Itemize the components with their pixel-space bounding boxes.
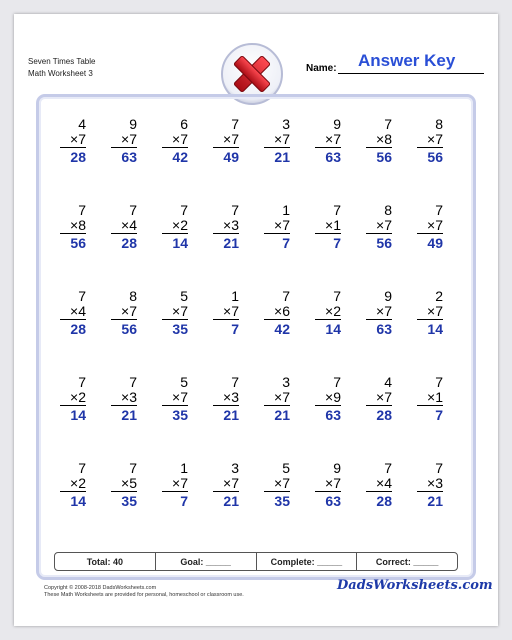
- problem-rule: [366, 405, 392, 406]
- problem-answer: 14: [325, 321, 341, 337]
- problem-top-number: 9: [333, 116, 341, 132]
- problem-rule: [366, 147, 392, 148]
- problem-top-number: 6: [180, 116, 188, 132]
- problem-rule: [162, 233, 188, 234]
- problem-rule: [417, 319, 443, 320]
- copyright-line-2: These Math Worksheets are provided for personal, homeschool or classroom use.: [44, 592, 244, 598]
- problem-rule: [60, 147, 86, 148]
- title-line-2: Math Worksheet 3: [28, 69, 93, 78]
- problem-answer: 21: [274, 149, 290, 165]
- problem-answer: 28: [376, 493, 392, 509]
- problem-rule: [213, 491, 239, 492]
- problem-top-number: 7: [129, 202, 137, 218]
- problem-multiplier: ×7: [172, 303, 188, 319]
- problem-answer: 56: [376, 149, 392, 165]
- score-bar: [54, 552, 458, 571]
- problem-rule: [366, 233, 392, 234]
- problem-multiplier: ×2: [70, 389, 86, 405]
- problem-top-number: 7: [384, 460, 392, 476]
- problem-top-number: 5: [282, 460, 290, 476]
- problem-top-number: 7: [333, 374, 341, 390]
- problem-rule: [111, 233, 137, 234]
- name-underline: [338, 73, 484, 74]
- problem-multiplier: ×2: [70, 475, 86, 491]
- problem-multiplier: ×6: [274, 303, 290, 319]
- problem: [47, 284, 98, 370]
- problem-top-number: 8: [129, 288, 137, 304]
- problem-multiplier: ×4: [376, 475, 392, 491]
- problem-multiplier: ×7: [427, 131, 443, 147]
- problem-multiplier: ×9: [325, 389, 341, 405]
- problem: [149, 198, 200, 284]
- problem: [200, 370, 251, 456]
- problem: [98, 112, 149, 198]
- problem-rule: [315, 147, 341, 148]
- problem: [98, 370, 149, 456]
- problem-rule: [417, 233, 443, 234]
- problem: [98, 284, 149, 370]
- problem-rule: [60, 491, 86, 492]
- problem-rule: [60, 233, 86, 234]
- problem-answer: 14: [427, 321, 443, 337]
- problem-multiplier: ×7: [172, 131, 188, 147]
- problem-multiplier: ×3: [223, 389, 239, 405]
- problem-answer: 28: [70, 149, 86, 165]
- problem-answer: 63: [121, 149, 137, 165]
- problem-rule: [264, 233, 290, 234]
- problem-multiplier: ×7: [427, 303, 443, 319]
- problem: [251, 112, 302, 198]
- problem-top-number: 7: [282, 288, 290, 304]
- problem-rule: [60, 405, 86, 406]
- problem-rule: [162, 319, 188, 320]
- copyright-line-1: Copyright © 2008-2018 DadsWorksheets.com: [44, 585, 157, 591]
- problem-top-number: 3: [282, 374, 290, 390]
- problem-rule: [111, 319, 137, 320]
- problem-multiplier: ×7: [274, 131, 290, 147]
- problem-top-number: 7: [333, 202, 341, 218]
- problem-top-number: 1: [180, 460, 188, 476]
- problem-rule: [111, 491, 137, 492]
- problem-answer: 49: [223, 149, 239, 165]
- problem-answer: 21: [274, 407, 290, 423]
- problem-answer: 63: [325, 149, 341, 165]
- problem-multiplier: ×7: [172, 389, 188, 405]
- problem-grid: [47, 112, 455, 542]
- problem-multiplier: ×2: [172, 217, 188, 233]
- problem-rule: [417, 405, 443, 406]
- problem-answer: 21: [427, 493, 443, 509]
- problem-rule: [111, 147, 137, 148]
- complete-cell: Complete: _____: [257, 553, 358, 570]
- problem-answer: 35: [172, 321, 188, 337]
- problem-answer: 28: [121, 235, 137, 251]
- problem-rule: [315, 233, 341, 234]
- problem-top-number: 7: [78, 288, 86, 304]
- problem-top-number: 7: [129, 374, 137, 390]
- answer-key-label: Answer Key: [358, 51, 456, 70]
- problem: [47, 198, 98, 284]
- problem-top-number: 7: [435, 202, 443, 218]
- problem-top-number: 9: [129, 116, 137, 132]
- correct-cell: Correct: _____: [375, 556, 439, 567]
- problem-answer: 14: [70, 407, 86, 423]
- problem-multiplier: ×3: [121, 389, 137, 405]
- problem-rule: [264, 405, 290, 406]
- problem-top-number: 7: [231, 116, 239, 132]
- problem-rule: [162, 147, 188, 148]
- problem-rule: [60, 319, 86, 320]
- title-line-1: Seven Times Table: [28, 57, 96, 66]
- problem-top-number: 1: [282, 202, 290, 218]
- problem-rule: [213, 319, 239, 320]
- problem-answer: 21: [223, 235, 239, 251]
- problem-answer: 56: [376, 235, 392, 251]
- problem-top-number: 7: [78, 460, 86, 476]
- problem-answer: 21: [121, 407, 137, 423]
- problem-top-number: 5: [180, 288, 188, 304]
- problem: [200, 112, 251, 198]
- problem: [98, 456, 149, 542]
- problem-top-number: 7: [435, 460, 443, 476]
- problem-rule: [315, 405, 341, 406]
- problem-multiplier: ×2: [325, 303, 341, 319]
- problem-multiplier: ×7: [274, 475, 290, 491]
- problem: [98, 198, 149, 284]
- problem-rule: [315, 319, 341, 320]
- problem-multiplier: ×1: [325, 217, 341, 233]
- problem-multiplier: ×7: [274, 389, 290, 405]
- problem-multiplier: ×8: [376, 131, 392, 147]
- problem-rule: [315, 491, 341, 492]
- problem: [353, 456, 404, 542]
- problem: [251, 456, 302, 542]
- problem-rule: [213, 233, 239, 234]
- problem-multiplier: ×7: [325, 131, 341, 147]
- name-field: [306, 51, 486, 76]
- problem-multiplier: ×7: [274, 217, 290, 233]
- problem-answer: 7: [435, 407, 443, 423]
- problem-answer: 49: [427, 235, 443, 251]
- worksheet-title: [28, 56, 95, 80]
- problem-answer: 21: [223, 493, 239, 509]
- problem-answer: 63: [325, 493, 341, 509]
- problem-answer: 63: [376, 321, 392, 337]
- problem-answer: 21: [223, 407, 239, 423]
- problem: [404, 112, 455, 198]
- problem-answer: 35: [172, 407, 188, 423]
- problem: [404, 284, 455, 370]
- problem-multiplier: ×7: [376, 303, 392, 319]
- problem-multiplier: ×5: [121, 475, 137, 491]
- problem-top-number: 3: [231, 460, 239, 476]
- problem-rule: [264, 147, 290, 148]
- problem-answer: 28: [376, 407, 392, 423]
- problem-rule: [213, 147, 239, 148]
- goal-cell: Goal: _____: [156, 553, 257, 570]
- problem: [404, 198, 455, 284]
- problem-top-number: 7: [333, 288, 341, 304]
- problem-answer: 35: [121, 493, 137, 509]
- problem-top-number: 4: [78, 116, 86, 132]
- problem: [47, 112, 98, 198]
- problem-answer: 56: [427, 149, 443, 165]
- problem-multiplier: ×1: [427, 389, 443, 405]
- problem-rule: [417, 147, 443, 148]
- problem-top-number: 7: [384, 116, 392, 132]
- brand-text: DadsWorksheets.com: [337, 578, 493, 593]
- problem: [251, 284, 302, 370]
- problem: [302, 198, 353, 284]
- problem-rule: [213, 405, 239, 406]
- problem: [149, 284, 200, 370]
- problem-multiplier: ×4: [70, 303, 86, 319]
- problem: [302, 370, 353, 456]
- problem-multiplier: ×7: [172, 475, 188, 491]
- problem: [302, 284, 353, 370]
- problem-rule: [162, 405, 188, 406]
- problem: [353, 284, 404, 370]
- problem: [200, 198, 251, 284]
- problem-answer: 56: [70, 235, 86, 251]
- problem-answer: 56: [121, 321, 137, 337]
- problem-multiplier: ×7: [121, 303, 137, 319]
- problem-rule: [366, 319, 392, 320]
- problem: [47, 370, 98, 456]
- problem-multiplier: ×7: [121, 131, 137, 147]
- name-label: Name:: [306, 63, 337, 74]
- problem-multiplier: ×8: [70, 217, 86, 233]
- problem: [149, 112, 200, 198]
- problem-answer: 42: [172, 149, 188, 165]
- problem-multiplier: ×3: [223, 217, 239, 233]
- problem-multiplier: ×7: [223, 475, 239, 491]
- problem-multiplier: ×4: [121, 217, 137, 233]
- problem-multiplier: ×3: [427, 475, 443, 491]
- problem-top-number: 8: [384, 202, 392, 218]
- problem: [353, 198, 404, 284]
- problem-answer: 14: [172, 235, 188, 251]
- problem-multiplier: ×7: [223, 303, 239, 319]
- problem: [251, 370, 302, 456]
- problem-top-number: 7: [435, 374, 443, 390]
- problem-top-number: 7: [231, 202, 239, 218]
- problem: [149, 456, 200, 542]
- problem-multiplier: ×7: [223, 131, 239, 147]
- copyright-notice: [44, 585, 244, 599]
- problem-top-number: 4: [384, 374, 392, 390]
- problem-top-number: 3: [282, 116, 290, 132]
- problem-top-number: 1: [231, 288, 239, 304]
- problem-top-number: 7: [180, 202, 188, 218]
- problem-answer: 42: [274, 321, 290, 337]
- problem-answer: 35: [274, 493, 290, 509]
- problem-top-number: 8: [435, 116, 443, 132]
- problem-rule: [264, 319, 290, 320]
- problem-top-number: 7: [78, 374, 86, 390]
- problem-answer: 14: [70, 493, 86, 509]
- brand-logo: [337, 578, 493, 602]
- problem: [47, 456, 98, 542]
- problem-rule: [417, 491, 443, 492]
- problem-top-number: 7: [129, 460, 137, 476]
- problem-top-number: 7: [78, 202, 86, 218]
- problem-answer: 28: [70, 321, 86, 337]
- problem: [353, 112, 404, 198]
- problem-rule: [264, 491, 290, 492]
- problem-multiplier: ×7: [325, 475, 341, 491]
- problem: [200, 456, 251, 542]
- problem-answer: 7: [180, 493, 188, 509]
- problem-top-number: 9: [384, 288, 392, 304]
- problem: [302, 112, 353, 198]
- problem-rule: [111, 405, 137, 406]
- problem-answer: 7: [282, 235, 290, 251]
- problem-rule: [162, 491, 188, 492]
- problem-top-number: 9: [333, 460, 341, 476]
- problem-rule: [366, 491, 392, 492]
- problem-multiplier: ×7: [376, 217, 392, 233]
- problem: [404, 456, 455, 542]
- problem-answer: 7: [231, 321, 239, 337]
- problem-multiplier: ×7: [427, 217, 443, 233]
- problem: [404, 370, 455, 456]
- problem-top-number: 5: [180, 374, 188, 390]
- problem-multiplier: ×7: [376, 389, 392, 405]
- problem-top-number: 7: [231, 374, 239, 390]
- problem: [302, 456, 353, 542]
- problem: [251, 198, 302, 284]
- problem: [149, 370, 200, 456]
- problem-multiplier: ×7: [70, 131, 86, 147]
- total-cell: Total: 40: [55, 553, 156, 570]
- problem-top-number: 2: [435, 288, 443, 304]
- problem: [353, 370, 404, 456]
- problem: [200, 284, 251, 370]
- problem-answer: 63: [325, 407, 341, 423]
- problem-answer: 7: [333, 235, 341, 251]
